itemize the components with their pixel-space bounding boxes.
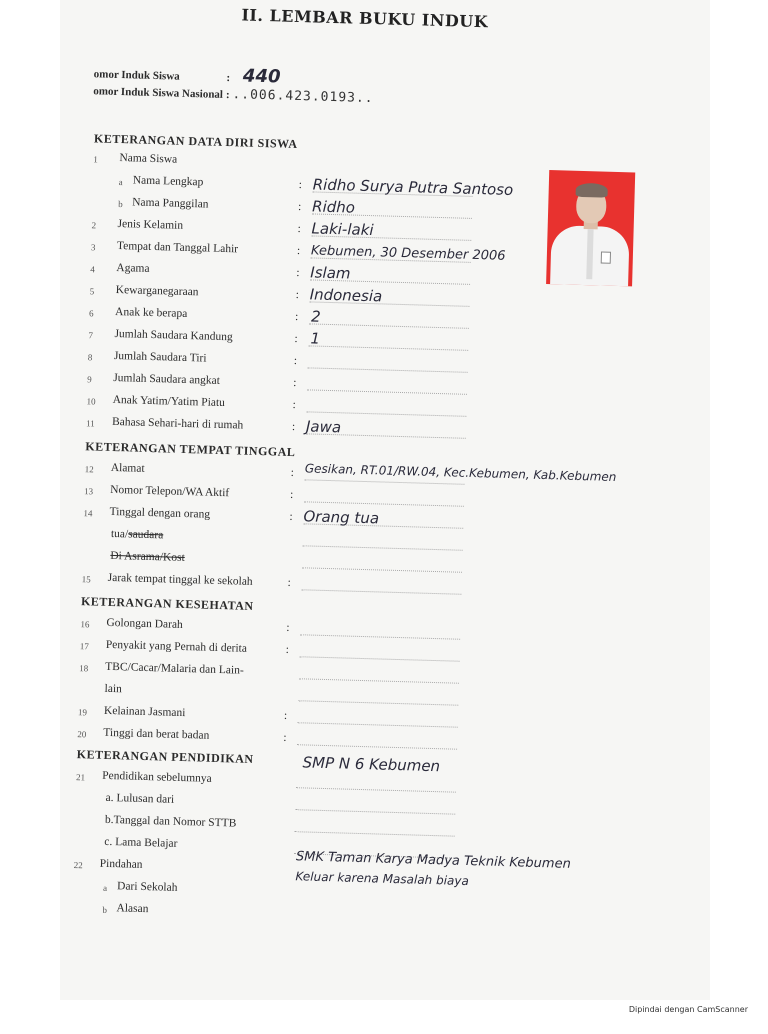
colon: : [294, 332, 298, 346]
row-number: 8 [87, 352, 93, 363]
section-kesehatan: KETERANGAN KESEHATAN [80, 594, 254, 613]
row-number: 2 [91, 220, 97, 231]
row-number: a [102, 882, 108, 893]
nomor-induk-label: omor Induk Siswa [93, 68, 180, 83]
colon: : [296, 245, 301, 258]
row-number: 10 [86, 396, 96, 407]
row-label: Anak ke berapa [114, 305, 188, 320]
row-label: lain [104, 682, 123, 696]
row-label: c. Lama Belajar [104, 835, 178, 850]
nisn-value: ..006.423.0193.. [232, 87, 374, 107]
fill-line [303, 545, 463, 550]
fill-line [306, 411, 466, 416]
colon: : [293, 376, 297, 390]
colon: : [293, 354, 298, 368]
dari-sekolah-value: Keluar karena Masalah biaya [295, 869, 470, 889]
row-label: Tempat dan Tanggal Lahir [116, 240, 239, 256]
row-number: 5 [89, 286, 95, 297]
kewarganegaraan-value: Indonesia [309, 285, 383, 306]
section-data-diri: KETERANGAN DATA DIRI SISWA [93, 131, 298, 151]
colon: : [291, 420, 296, 434]
row-number: 21 [75, 772, 86, 783]
row-number: 9 [87, 374, 92, 385]
anak-ke-value: 2 [310, 307, 321, 326]
row-label [111, 528, 164, 541]
row-label: Golongan Darah [106, 616, 183, 631]
colon: : [289, 488, 294, 502]
agama-value: Islam [310, 263, 351, 283]
row-number: 12 [84, 464, 94, 475]
scanner-watermark: Dipindai dengan CamScanner [628, 1005, 748, 1014]
row-label [110, 550, 185, 564]
colon: : [225, 88, 230, 102]
row-number: 6 [88, 308, 94, 319]
row-label: Alasan [116, 902, 149, 916]
colon: : [289, 510, 293, 524]
fill-line [299, 678, 459, 683]
row-label: Bahasa Sehari-hari di rumah [111, 415, 244, 432]
fill-line [300, 656, 460, 661]
row-number: 1 [93, 154, 99, 165]
section-tempat-tinggal: KETERANGAN TEMPAT TINGGAL [85, 439, 296, 460]
saudara-label: saudara [128, 528, 164, 542]
fill-line [301, 589, 461, 594]
row-number: a [118, 177, 123, 188]
colon: : [287, 576, 292, 589]
nama-lengkap-value: Ridho Surya Putra Santoso [312, 175, 514, 200]
fill-line [298, 700, 458, 705]
pendidikan-sebelum-value: SMP N 6 Kebumen [302, 753, 441, 776]
row-label: Jenis Kelamin [117, 218, 184, 232]
row-label: Agama [116, 261, 150, 275]
row-label: Dari Sekolah [116, 880, 178, 894]
colon: : [283, 731, 287, 744]
fill-line [304, 501, 464, 506]
row-label: Tinggi dan berat badan [103, 726, 210, 742]
row-number: 3 [90, 242, 96, 253]
row-label: TBC/Cacar/Malaria dan Lain- [105, 660, 244, 677]
colon: : [297, 223, 301, 236]
colon: : [283, 709, 288, 722]
row-label: Jumlah Saudara angkat [113, 371, 221, 387]
kost-label: Kost [162, 551, 185, 565]
row-label: Pindahan [99, 857, 143, 871]
row-label: Nomor Telepon/WA Aktif [110, 483, 230, 500]
row-label: Kewarganegaraan [115, 283, 199, 299]
colon: : [286, 621, 290, 634]
row-number: 22 [73, 860, 83, 871]
row-number: 4 [90, 264, 95, 275]
row-number: 14 [83, 508, 93, 519]
row-label: Alamat [110, 461, 145, 475]
section-pendidikan: KETERANGAN PENDIDIKAN [76, 747, 254, 767]
photo-badge-icon [601, 252, 611, 264]
alamat-value: Gesikan, RT.01/RW.04, Kec.Kebumen, Kab.Kebumen [304, 461, 617, 485]
row-number: 13 [83, 486, 94, 497]
row-number: 16 [80, 619, 90, 630]
student-photo [546, 170, 635, 286]
fill-line [309, 323, 469, 328]
fill-line [307, 389, 467, 394]
row-label: Kelainan Jasmani [103, 704, 186, 720]
colon: : [292, 398, 296, 412]
row-label: Pendidikan sebelumnya [102, 769, 212, 785]
row-number: 20 [77, 729, 87, 740]
nama-panggilan-value: Ridho [311, 197, 356, 217]
row-label: Jumlah Saudara Kandung [114, 327, 233, 344]
colon: : [297, 201, 302, 214]
row-number: 11 [85, 418, 95, 429]
colon: : [285, 643, 290, 656]
row-label: a. Lulusan dari [105, 791, 175, 806]
row-number: 19 [77, 707, 88, 718]
tua-label: tua/ [110, 527, 129, 541]
pindahan-value: SMK Taman Karya Madya Teknik Kebumen [295, 849, 571, 872]
fill-line [302, 567, 462, 572]
row-number: 15 [81, 574, 91, 585]
nomor-induk-value: 440 [242, 65, 281, 88]
page-title: II. LEMBAR BUKU INDUK [241, 5, 489, 32]
jenis-kelamin-value: Laki-laki [311, 219, 374, 240]
row-label: Jumlah Saudara Tiri [113, 349, 207, 365]
row-label: Nama Panggilan [132, 196, 209, 211]
bahasa-value: Jawa [305, 417, 342, 437]
nisn-label: omor Induk Siswa Nasional [93, 85, 224, 101]
colon: : [298, 179, 303, 192]
fill-line [295, 809, 455, 814]
row-label: Tinggal dengan orang [109, 505, 211, 521]
row-number: 7 [88, 330, 94, 341]
colon: : [290, 466, 295, 480]
fill-line [295, 831, 455, 836]
ttl-value: Kebumen, 30 Desember 2006 [310, 243, 506, 264]
fill-line [308, 367, 468, 372]
row-label: Nama Siswa [119, 152, 178, 166]
row-label: Nama Lengkap [132, 174, 204, 189]
row-number: b [102, 904, 108, 915]
fill-line [305, 479, 465, 484]
photo-hair [576, 183, 608, 198]
fill-line [300, 634, 460, 639]
tinggal-dengan-value: Orang tua [303, 507, 380, 528]
row-label: Jarak tempat tinggal ke sekolah [107, 571, 253, 588]
row-number: 18 [79, 663, 89, 674]
row-label: Penyakit yang Pernah di derita [105, 638, 248, 655]
colon: : [294, 311, 299, 324]
row-label: Anak Yatim/Yatim Piatu [112, 393, 226, 410]
colon: : [226, 71, 231, 85]
fill-line [308, 345, 468, 350]
saudara-kandung-value: 1 [310, 329, 321, 348]
row-label: b.Tanggal dan Nomor STTB [104, 813, 237, 830]
fill-line [296, 787, 456, 792]
colon: : [295, 289, 300, 302]
fill-line [298, 722, 458, 727]
colon: : [296, 267, 300, 280]
row-number: b [118, 199, 123, 210]
nisn-row [93, 83, 374, 106]
fill-line [297, 744, 457, 749]
row-number: 17 [79, 641, 89, 652]
asrama-label: Di Asrama/ [110, 549, 164, 564]
